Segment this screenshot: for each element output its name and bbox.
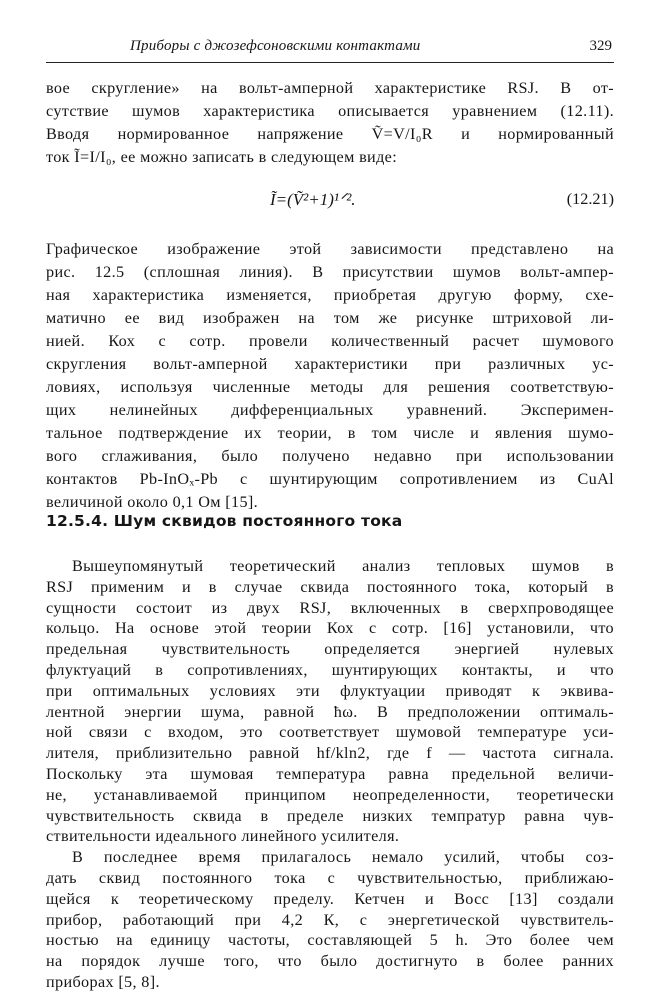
text-line: В последнее время прилагалось немало усилий, чтобы соз- — [72, 848, 614, 867]
section-heading: 12.5.4. Шум сквидов постоянного тока — [46, 512, 403, 530]
text-line: флуктуаций в сопротивлениях, шунтирующих контакты, и что — [46, 661, 614, 679]
text-line: ток Ĩ=I/I₀, ее можно записать в следующем виде: — [46, 148, 398, 166]
text-line: скругления вольт-амперной характеристики при различных ус- — [46, 355, 614, 373]
text-line: при оптимальных условиях эти флуктуации приводят к эквива- — [46, 681, 614, 700]
text-line: нией. Кох с сотр. провели количественный расчет шумового — [46, 332, 614, 350]
text-line: сутствие шумов характеристика описывается уравнением (12.11). — [46, 102, 614, 120]
equation-number: (12.21) — [566, 190, 614, 208]
text-line: RSJ применим и в случае сквида постоянного тока, который в — [46, 577, 614, 596]
text-line: контактов Pb-InOₓ-Pb с шунтирующим сопротивлением из CuAl — [46, 470, 614, 488]
text-line: ствительности идеального линейного усилителя. — [46, 827, 400, 846]
text-line: ловиях, используя численные методы для решения соответствую- — [46, 378, 614, 396]
page-number: 329 — [589, 38, 612, 54]
text-line: ной связи с входом, это соответствует шумовой температуре уси- — [46, 723, 614, 742]
text-line: не, устанавливаемой принципом неопределенности, теоретически — [46, 785, 614, 804]
running-title: Приборы с джозефсоновскими контактами — [130, 38, 421, 54]
page-header — [46, 32, 614, 63]
text-line: Поскольку эта шумовая температура равна предельной величи- — [46, 765, 614, 783]
text-line: вое скругление» на вольт-амперной характеристике RSJ. В от- — [46, 79, 614, 97]
text-line: величиной около 0,1 Ом [15]. — [46, 493, 259, 511]
text-line: щейся к теоретическому пределу. Кетчен и Восс [13] создали — [46, 889, 614, 908]
text-line: сущности состоит из двух RSJ, включенных в сверхпроводящее — [46, 598, 614, 617]
text-line: тальное подтверждение их теории, в том числе и явления шумо- — [46, 424, 614, 442]
text-line: Графическое изображение этой зависимости представлено на — [46, 240, 614, 258]
text-line: лентной энергии шума, равной ħω. В предположении оптималь- — [46, 702, 614, 721]
text-line: щих нелинейных дифференциальных уравнений. Эксперимен- — [46, 401, 614, 419]
text-line: Вводя нормированное напряжение Ṽ=V/I₀R и нормированный — [46, 125, 614, 143]
text-line: чувствительность сквида в пределе низких темпратур равна чув- — [46, 806, 614, 825]
text-line: прибор, работающий при 4,2 К, с энергетической чувствитель- — [46, 910, 614, 929]
text-line: кольцо. На основе этой теории Кох с сотр. [16] установили, что — [46, 619, 614, 638]
text-line: матично ее вид изображен на том же рисунке штриховой ли- — [46, 309, 614, 327]
text-line: на порядок лучше того, что было достигнуто в более ранних — [46, 952, 614, 971]
text-line: рис. 12.5 (сплошная линия). В присутствии шумов вольт-ампер- — [46, 263, 614, 281]
text-line: предельная чувствительность определяется энергией нулевых — [46, 640, 614, 659]
text-line: Вышеупомянутый теоретический анализ тепловых шумов в — [72, 557, 614, 575]
text-line: ная характеристика изменяется, приобретая другую форму, схе- — [46, 286, 614, 304]
text-line: лителя, приблизительно равной hf/kln2, где f — частота сигнала. — [46, 744, 614, 763]
text-line: дать сквид постоянного тока с чувствительностью, приближаю- — [46, 869, 614, 887]
equation-formula: Ĩ=(Ṽ²+1)¹ᐟ². — [270, 190, 356, 209]
text-line: ностью на единицу частоты, составляющей 5 h. Это более чем — [46, 931, 614, 950]
text-line: вого сглаживания, было получено недавно при использовании — [46, 447, 614, 465]
text-line: приборах [5, 8]. — [46, 973, 160, 991]
